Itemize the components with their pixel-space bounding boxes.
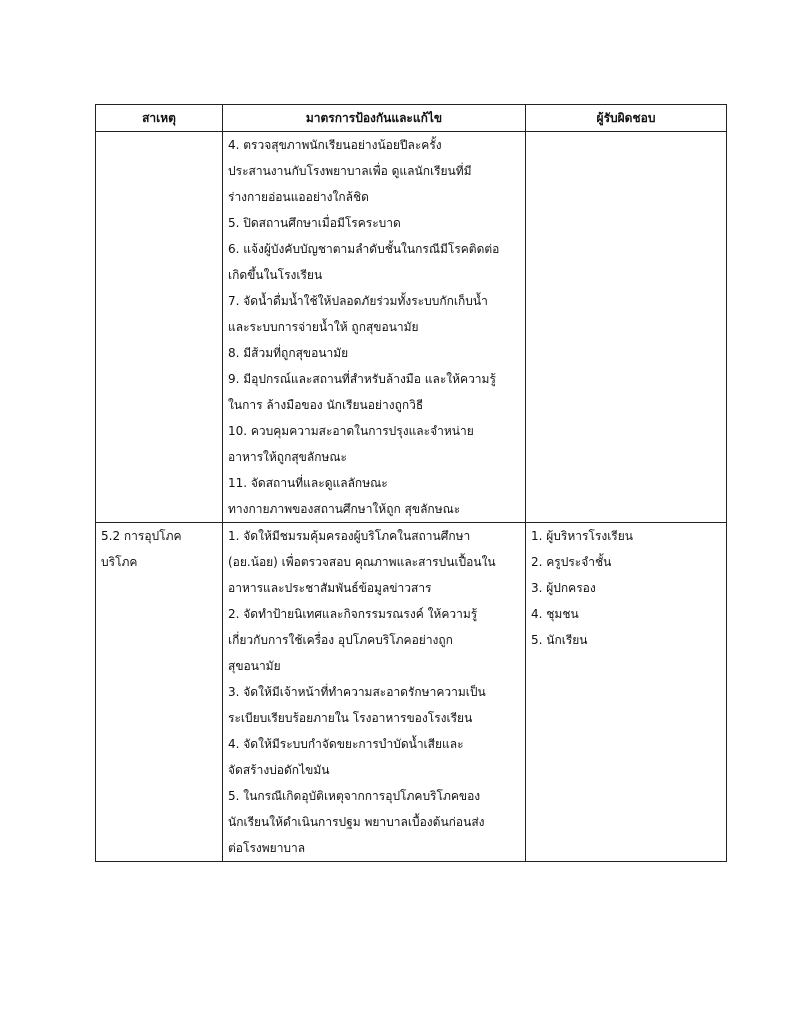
- responsible-cell: [526, 132, 727, 523]
- cause-cell: [96, 132, 223, 523]
- measure-line: เกิดขึ้นในโรงเรียน: [228, 268, 323, 282]
- cause-line: บริโภค: [101, 555, 138, 569]
- cause-cell: [96, 523, 223, 862]
- measure-line: ร่างกายอ่อนแออย่างใกล้ชิด: [228, 190, 369, 204]
- measure-line: 5. ปิดสถานศึกษาเมื่อมีโรคระบาด: [228, 216, 401, 230]
- measure-line: และระบบการจ่ายน้ำให้ ถูกสุขอนามัย: [228, 320, 419, 334]
- measure-line: (อย.น้อย) เพื่อตรวจสอบ คุณภาพและสารปนเปื้อนใน: [228, 555, 496, 569]
- measure-line: 6. แจ้งผู้บังคับบัญชาตามลำดับชั้นในกรณีมีโรคติดต่อ: [228, 242, 500, 256]
- table-row: [96, 132, 727, 523]
- measure-line: จัดสร้างบ่อดักไขมัน: [228, 763, 330, 777]
- responsible-line: 4. ชุมชน: [531, 607, 579, 621]
- responsible-line: 2. ครูประจำชั้น: [531, 555, 612, 569]
- header-measures: มาตรการป้องกันและแก้ไข: [223, 105, 526, 132]
- responsible-cell: [526, 523, 727, 862]
- table-row: [96, 523, 727, 862]
- measure-line: 1. จัดให้มีชมรมคุ้มครองผู้บริโภคในสถานศึกษา: [228, 529, 471, 543]
- measure-line: ระเบียบเรียบร้อยภายใน โรงอาหารของโรงเรียน: [228, 711, 473, 725]
- measure-line: ทางกายภาพของสถานศึกษาให้ถูก สุขลักษณะ: [228, 502, 461, 516]
- header-cause: สาเหตุ: [96, 105, 223, 132]
- measure-line: ในการ ล้างมือของ นักเรียนอย่างถูกวิธี: [228, 398, 424, 412]
- measure-line: 4. ตรวจสุขภาพนักเรียนอย่างน้อยปีละครั้ง: [228, 138, 442, 152]
- measure-line: ต่อโรงพยาบาล: [228, 841, 306, 855]
- header-responsible: ผู้รับผิดชอบ: [526, 105, 727, 132]
- measure-line: 10. ควบคุมความสะอาดในการปรุงและจำหน่าย: [228, 424, 474, 438]
- measures-cell: [223, 132, 526, 523]
- measure-line: 9. มีอุปกรณ์และสถานที่สำหรับล้างมือ และให้ความรู้: [228, 372, 496, 386]
- table-header-row: [96, 105, 727, 132]
- measure-line: 3. จัดให้มีเจ้าหน้าที่ทำความสะอาดรักษาความเป็น: [228, 685, 486, 699]
- measure-line: อาหารให้ถูกสุขลักษณะ: [228, 450, 347, 464]
- measure-line: เกี่ยวกับการใช้เครื่อง อุปโภคบริโภคอย่างถูก: [228, 633, 453, 647]
- measure-line: 7. จัดน้ำดื่มน้ำใช้ให้ปลอดภัยร่วมทั้งระบบกักเก็บน้ำ: [228, 294, 488, 308]
- measure-line: 11. จัดสถานที่และดูแลลักษณะ: [228, 476, 388, 490]
- responsible-line: 3. ผู้ปกครอง: [531, 581, 596, 595]
- measure-line: สุขอนามัย: [228, 659, 281, 673]
- measure-line: นักเรียนให้ดำเนินการปฐม พยาบาลเบื้องต้นก่อนส่ง: [228, 815, 485, 829]
- measure-line: 8. มีส้วมที่ถูกสุขอนามัย: [228, 346, 349, 360]
- cause-line: 5.2 การอุปโภค: [101, 529, 182, 543]
- responsible-line: 5. นักเรียน: [531, 633, 588, 647]
- measure-line: ประสานงานกับโรงพยาบาลเพื่อ ดูแลนักเรียนที่มี: [228, 164, 472, 178]
- measure-line: 4. จัดให้มีระบบกำจัดขยะการบำบัดน้ำเสียและ: [228, 737, 464, 751]
- measures-cell: [223, 523, 526, 862]
- responsible-line: 1. ผู้บริหารโรงเรียน: [531, 529, 633, 543]
- measure-line: อาหารและประชาสัมพันธ์ข้อมูลข่าวสาร: [228, 581, 432, 595]
- measure-line: 5. ในกรณีเกิดอุบัติเหตุจากการอุปโภคบริโภคของ: [228, 789, 481, 803]
- measures-table: [95, 104, 727, 862]
- measure-line: 2. จัดทำป้ายนิเทศและกิจกรรมรณรงค์ ให้ความรู้: [228, 607, 478, 621]
